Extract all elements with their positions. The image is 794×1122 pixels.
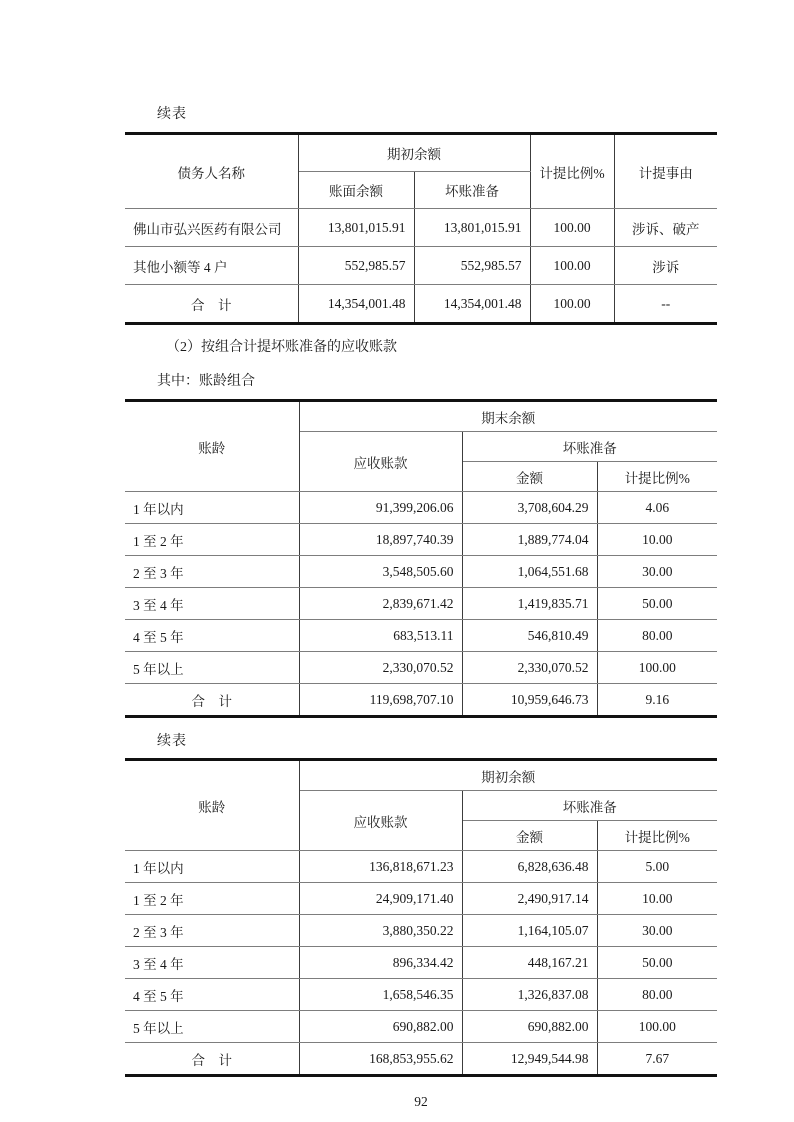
table-total-row <box>125 684 717 717</box>
ratio-cell: 7.67 <box>597 1043 717 1076</box>
header-provision-ratio: 计提比例% <box>597 821 717 851</box>
reason-cell: -- <box>614 285 717 324</box>
header-book-balance: 账面余额 <box>298 172 414 209</box>
amount-cell: 1,326,837.08 <box>462 979 597 1011</box>
ar-cell: 136,818,671.23 <box>299 851 462 883</box>
aging-label-cell: 5 年以上 <box>125 652 299 684</box>
table-row <box>125 247 717 285</box>
ratio-cell: 100.00 <box>530 247 614 285</box>
ar-cell: 896,334.42 <box>299 947 462 979</box>
ratio-cell: 100.00 <box>597 652 717 684</box>
header-amount: 金额 <box>462 821 597 851</box>
bad-debt-provision-cell: 552,985.57 <box>414 247 530 285</box>
ar-cell: 3,880,350.22 <box>299 915 462 947</box>
ratio-cell: 100.00 <box>597 1011 717 1043</box>
ratio-cell: 10.00 <box>597 524 717 556</box>
table-header-row <box>125 760 717 791</box>
ar-cell: 24,909,171.40 <box>299 883 462 915</box>
table-row <box>125 652 717 684</box>
ratio-cell: 50.00 <box>597 947 717 979</box>
continued-table-label-2: 续表 <box>157 734 187 749</box>
aging-label-cell: 3 至 4 年 <box>125 947 299 979</box>
amount-cell: 10,959,646.73 <box>462 684 597 717</box>
ratio-cell: 30.00 <box>597 915 717 947</box>
aging-closing-balance-table <box>125 399 717 718</box>
amount-cell: 1,889,774.04 <box>462 524 597 556</box>
continued-table-label-1: 续表 <box>157 107 187 122</box>
ratio-cell: 4.06 <box>597 492 717 524</box>
ar-cell: 3,548,505.60 <box>299 556 462 588</box>
table-row <box>125 588 717 620</box>
table-header-row <box>125 401 717 432</box>
amount-cell: 448,167.21 <box>462 947 597 979</box>
header-provision-reason: 计提事由 <box>614 134 717 209</box>
ar-cell: 1,658,546.35 <box>299 979 462 1011</box>
aging-label-cell: 3 至 4 年 <box>125 588 299 620</box>
aging-label-cell: 1 至 2 年 <box>125 524 299 556</box>
header-amount: 金额 <box>462 462 597 492</box>
subsection-heading-aging-portfolio: 其中：账龄组合 <box>157 374 255 389</box>
debtor-name-cell: 佛山市弘兴医药有限公司 <box>125 209 298 247</box>
ar-cell: 2,330,070.52 <box>299 652 462 684</box>
table-row <box>125 915 717 947</box>
table-row <box>125 883 717 915</box>
aging-label-cell: 1 至 2 年 <box>125 883 299 915</box>
section-heading-group-provision: （2）按组合计提坏账准备的应收账款 <box>166 340 397 355</box>
book-balance-cell: 552,985.57 <box>298 247 414 285</box>
total-label-cell: 合 计 <box>125 684 299 717</box>
reason-cell: 涉诉 <box>614 247 717 285</box>
header-bad-debt-provision: 坏账准备 <box>462 791 717 821</box>
book-balance-cell: 14,354,001.48 <box>298 285 414 324</box>
header-debtor-name: 债务人名称 <box>125 134 298 209</box>
ratio-cell: 5.00 <box>597 851 717 883</box>
debtors-provision-table <box>125 132 717 325</box>
aging-opening-balance-table <box>125 758 717 1077</box>
table-row <box>125 979 717 1011</box>
ar-cell: 119,698,707.10 <box>299 684 462 717</box>
header-bad-debt-provision: 坏账准备 <box>414 172 530 209</box>
ratio-cell: 100.00 <box>530 209 614 247</box>
bad-debt-provision-cell: 13,801,015.91 <box>414 209 530 247</box>
amount-cell: 2,330,070.52 <box>462 652 597 684</box>
header-aging: 账龄 <box>125 760 299 851</box>
amount-cell: 1,064,551.68 <box>462 556 597 588</box>
amount-cell: 2,490,917.14 <box>462 883 597 915</box>
ratio-cell: 80.00 <box>597 620 717 652</box>
ar-cell: 690,882.00 <box>299 1011 462 1043</box>
table-row <box>125 524 717 556</box>
ar-cell: 18,897,740.39 <box>299 524 462 556</box>
amount-cell: 546,810.49 <box>462 620 597 652</box>
table-row <box>125 620 717 652</box>
table-header-row <box>125 134 717 172</box>
table-row <box>125 556 717 588</box>
aging-label-cell: 4 至 5 年 <box>125 979 299 1011</box>
header-aging: 账龄 <box>125 401 299 492</box>
table-row <box>125 851 717 883</box>
header-beginning-balance: 期初余额 <box>298 134 530 172</box>
aging-label-cell: 5 年以上 <box>125 1011 299 1043</box>
aging-label-cell: 1 年以内 <box>125 851 299 883</box>
table-row <box>125 209 717 247</box>
book-balance-cell: 13,801,015.91 <box>298 209 414 247</box>
total-label-cell: 合 计 <box>125 1043 299 1076</box>
ar-cell: 168,853,955.62 <box>299 1043 462 1076</box>
amount-cell: 1,419,835.71 <box>462 588 597 620</box>
ratio-cell: 80.00 <box>597 979 717 1011</box>
ar-cell: 683,513.11 <box>299 620 462 652</box>
ar-cell: 91,399,206.06 <box>299 492 462 524</box>
page-number: 92 <box>414 1094 428 1109</box>
ratio-cell: 100.00 <box>530 285 614 324</box>
amount-cell: 690,882.00 <box>462 1011 597 1043</box>
aging-label-cell: 4 至 5 年 <box>125 620 299 652</box>
amount-cell: 3,708,604.29 <box>462 492 597 524</box>
ratio-cell: 30.00 <box>597 556 717 588</box>
amount-cell: 6,828,636.48 <box>462 851 597 883</box>
ratio-cell: 10.00 <box>597 883 717 915</box>
debtor-name-cell: 其他小额等 4 户 <box>125 247 298 285</box>
page-content <box>125 103 717 1110</box>
amount-cell: 12,949,544.98 <box>462 1043 597 1076</box>
header-opening-balance: 期初余额 <box>299 760 717 791</box>
table-total-row <box>125 1043 717 1076</box>
reason-cell: 涉诉、破产 <box>614 209 717 247</box>
total-label-cell: 合 计 <box>125 285 298 324</box>
aging-label-cell: 1 年以内 <box>125 492 299 524</box>
header-provision-ratio: 计提比例% <box>597 462 717 492</box>
header-provision-ratio: 计提比例% <box>530 134 614 209</box>
ratio-cell: 50.00 <box>597 588 717 620</box>
table-total-row <box>125 285 717 324</box>
amount-cell: 1,164,105.07 <box>462 915 597 947</box>
aging-label-cell: 2 至 3 年 <box>125 915 299 947</box>
header-bad-debt-provision: 坏账准备 <box>462 432 717 462</box>
table-row <box>125 492 717 524</box>
table-row <box>125 947 717 979</box>
header-accounts-receivable: 应收账款 <box>299 791 462 851</box>
header-accounts-receivable: 应收账款 <box>299 432 462 492</box>
aging-label-cell: 2 至 3 年 <box>125 556 299 588</box>
ar-cell: 2,839,671.42 <box>299 588 462 620</box>
ratio-cell: 9.16 <box>597 684 717 717</box>
header-closing-balance: 期末余额 <box>299 401 717 432</box>
table-row <box>125 1011 717 1043</box>
bad-debt-provision-cell: 14,354,001.48 <box>414 285 530 324</box>
